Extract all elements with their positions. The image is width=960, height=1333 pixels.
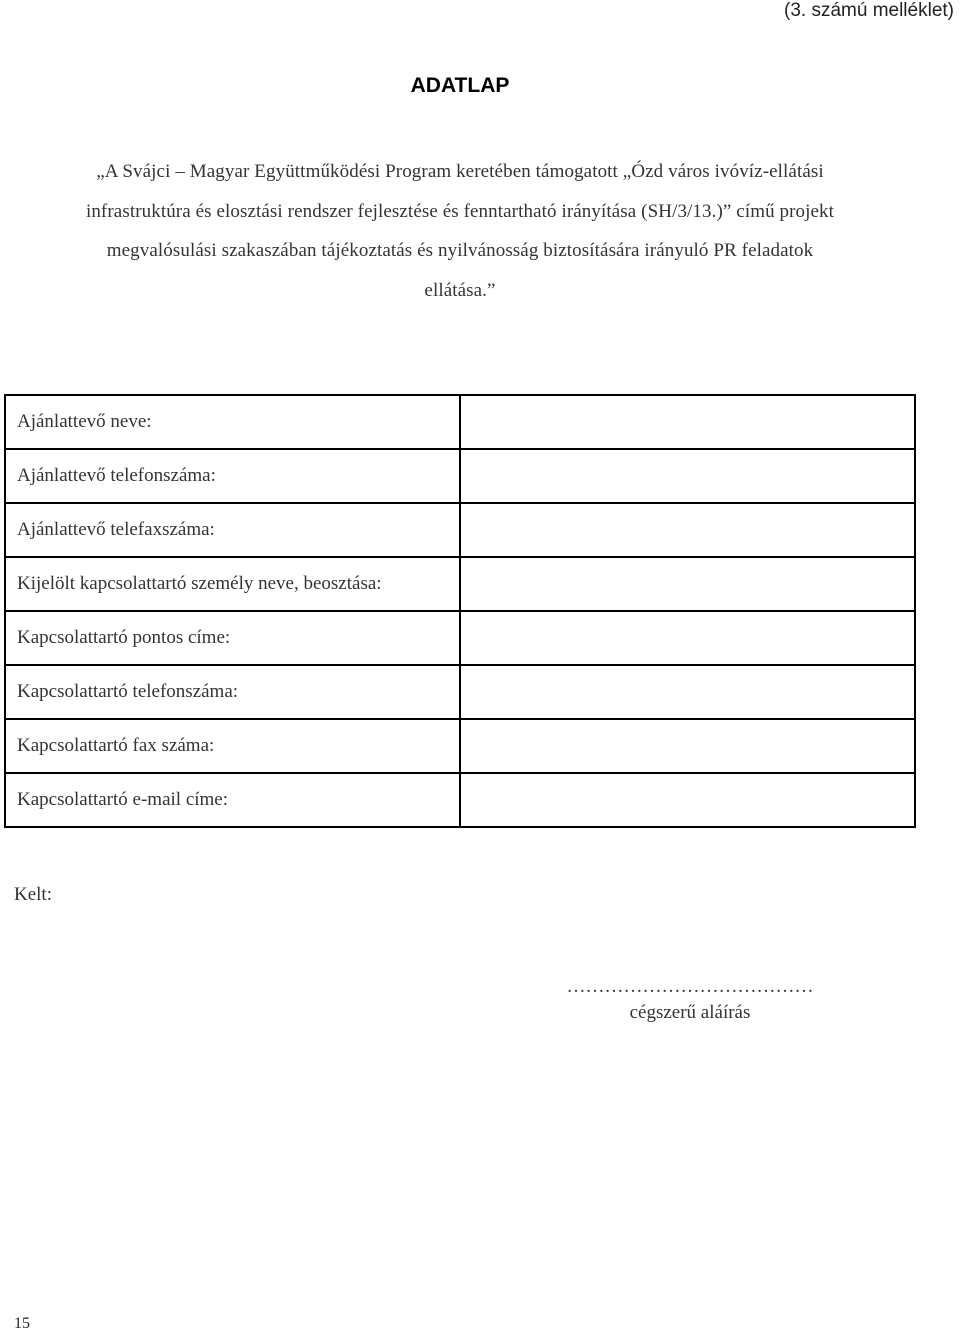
- field-label-contact-phone: Kapcsolattartó telefonszáma:: [5, 665, 460, 719]
- field-value-contact-phone[interactable]: [460, 665, 915, 719]
- signature-caption: cégszerű aláírás: [629, 1002, 751, 1023]
- table-row: [5, 557, 915, 611]
- field-value-bidder-name[interactable]: [460, 395, 915, 449]
- field-value-contact-person[interactable]: [460, 557, 915, 611]
- project-description: [10, 152, 910, 310]
- field-value-bidder-phone[interactable]: [460, 449, 915, 503]
- signature-block: [540, 976, 840, 1026]
- field-label-contact-email: Kapcsolattartó e-mail címe:: [5, 773, 460, 827]
- field-label-bidder-phone: Ajánlattevő telefonszáma:: [5, 449, 460, 503]
- field-label-bidder-name: Ajánlattevő neve:: [5, 395, 460, 449]
- project-description-line: infrastruktúra és elosztási rendszer fejlesztése és fenntartható irányítása (SH/3/13.)” című projekt: [85, 200, 835, 222]
- field-label-bidder-fax: Ajánlattevő telefaxszáma:: [5, 503, 460, 557]
- annex-label: (3. számú melléklet): [784, 0, 954, 21]
- table-row: [5, 719, 915, 773]
- table-row: [5, 611, 915, 665]
- project-description-line: „A Svájci – Magyar Együttműködési Program keretében támogatott „Ózd város ivóvíz-ellátási: [96, 161, 824, 182]
- field-label-contact-person: Kijelölt kapcsolattartó személy neve, beosztása:: [5, 557, 460, 611]
- project-description-line: ellátása.”: [424, 279, 496, 301]
- document-title: ADATLAP: [410, 74, 510, 97]
- project-description-line: megvalósulási szakaszában tájékoztatás és nyilvánosság biztosítására irányuló PR feladatok: [106, 240, 814, 261]
- table-row: [5, 395, 915, 449]
- table-row: [5, 503, 915, 557]
- field-value-contact-address[interactable]: [460, 611, 915, 665]
- table-row: [5, 449, 915, 503]
- field-value-bidder-fax[interactable]: [460, 503, 915, 557]
- table-row: [5, 665, 915, 719]
- bidder-data-table: [4, 394, 916, 828]
- page-number: 15: [14, 1315, 30, 1332]
- date-label: Kelt:: [14, 884, 52, 905]
- field-value-contact-fax[interactable]: [460, 719, 915, 773]
- field-label-contact-address: Kapcsolattartó pontos címe:: [5, 611, 460, 665]
- field-label-contact-fax: Kapcsolattartó fax száma:: [5, 719, 460, 773]
- signature-line: …………………………………: [566, 976, 814, 997]
- table-row: [5, 773, 915, 827]
- field-value-contact-email[interactable]: [460, 773, 915, 827]
